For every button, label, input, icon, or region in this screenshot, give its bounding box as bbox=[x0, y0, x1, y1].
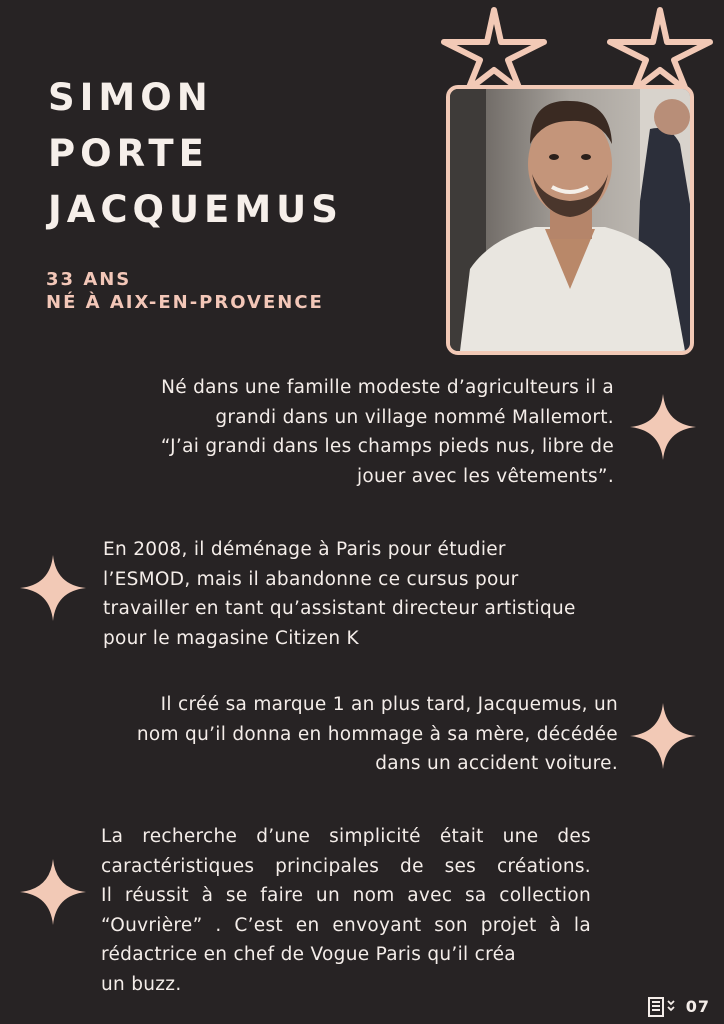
text-line: l’ESMOD, mais il abandonne ce cursus pour bbox=[103, 568, 519, 590]
text-line: Né dans une famille modeste d’agriculteurs il a bbox=[161, 377, 614, 398]
portrait-image bbox=[450, 89, 690, 351]
portrait-photo bbox=[446, 85, 694, 355]
title-line: SIMON bbox=[48, 76, 213, 119]
text-line: pour le magasine Citizen K bbox=[103, 627, 359, 649]
text-line: “J’ai grandi dans les champs pieds nus, libre de bbox=[160, 436, 614, 457]
text-line: “Ouvrière” . C’est en envoyant son projet à la bbox=[101, 914, 591, 936]
text-line: En 2008, il déménage à Paris pour étudier bbox=[103, 539, 506, 560]
paragraph-paris bbox=[103, 535, 576, 653]
text-line: caractéristiques principales de ses créations. bbox=[101, 855, 591, 877]
sparkle-icon bbox=[18, 857, 88, 927]
birthplace-line: NÉ À AIX-EN-PROVENCE bbox=[46, 292, 324, 313]
sparkle-icon bbox=[18, 553, 88, 623]
magazine-logo-icon bbox=[648, 997, 678, 1017]
text-line: La recherche d’une simplicité était une des bbox=[101, 826, 591, 847]
text-line: Il créé sa marque 1 an plus tard, Jacquemus, un bbox=[160, 694, 618, 715]
paragraph-style bbox=[101, 822, 591, 999]
text-line: travailler en tant qu’assistant directeur artistique bbox=[103, 598, 576, 619]
page-title bbox=[48, 70, 343, 238]
age-line: 33 ANS bbox=[46, 269, 132, 290]
outline-star-icon bbox=[604, 4, 716, 92]
sparkle-icon bbox=[628, 392, 698, 462]
outline-star-icon bbox=[438, 4, 550, 92]
paragraph-brand bbox=[137, 690, 618, 779]
text-line: un buzz. bbox=[101, 973, 182, 995]
paragraph-childhood bbox=[161, 373, 614, 491]
subtitle bbox=[46, 268, 324, 314]
title-line: JACQUEMUS bbox=[48, 188, 343, 231]
text-line: rédactrice en chef de Vogue Paris qu’il créa bbox=[101, 944, 516, 965]
title-line: PORTE bbox=[48, 132, 209, 175]
text-line: jouer avec les vêtements”. bbox=[356, 465, 614, 487]
sparkle-icon bbox=[628, 701, 698, 771]
text-line: grandi dans un village nommé Mallemort. bbox=[215, 406, 614, 428]
text-line: nom qu’il donna en hommage à sa mère, décédée bbox=[136, 723, 618, 745]
page-number: 07 bbox=[685, 997, 710, 1016]
text-line: Il réussit à se faire un nom avec sa collection bbox=[101, 885, 591, 906]
text-line: dans un accident voiture. bbox=[375, 753, 618, 774]
